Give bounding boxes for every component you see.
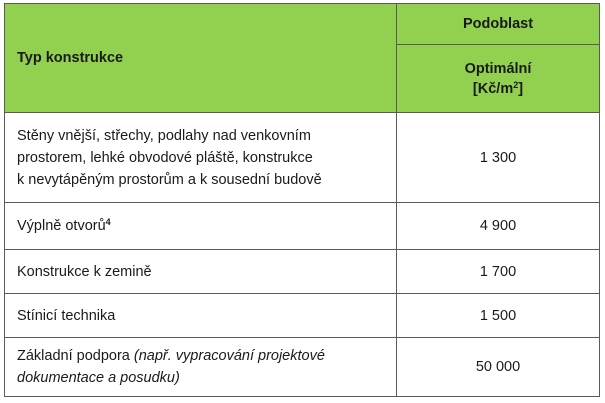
cost-table [4,3,600,397]
row-label-shading: Stínicí technika [5,294,397,338]
table-row [5,250,600,294]
row-value-shading: 1 500 [397,294,600,338]
basic-support-note: (např. vypracování projektové [133,348,325,364]
header-optimal [397,45,600,113]
row-value-openings: 4 900 [397,203,600,250]
table-row [5,338,600,397]
row-label-walls: Stěny vnější, střechy, podlahy nad venkovním prostorem, lehké obvodové pláště, konstrukce k nevytápěným prostorům a k sousední budově [5,113,397,203]
row-label-openings: Výplně otvorů$^4$ [5,203,397,250]
header-construction-type: Typ konstrukce [5,4,397,113]
header-optimal-label: Optimální [464,60,532,77]
row-label-basic-support: Základní podpora (např. vypracování projektové dokumentace a posudku) [5,338,397,397]
row-value-basic-support: 50 000 [397,338,600,397]
header-row-1 [5,4,600,45]
header-unit: $[Kč/m^2]$ [472,79,524,97]
cost-table-container [4,3,599,396]
header-subarea: Podoblast [397,4,600,45]
table-row [5,113,600,203]
row-value-walls: 1 300 [397,113,600,203]
table-row [5,203,600,250]
row-value-ground: 1 700 [397,250,600,294]
row-label-ground: Konstrukce k zemině [5,250,397,294]
table-row [5,294,600,338]
